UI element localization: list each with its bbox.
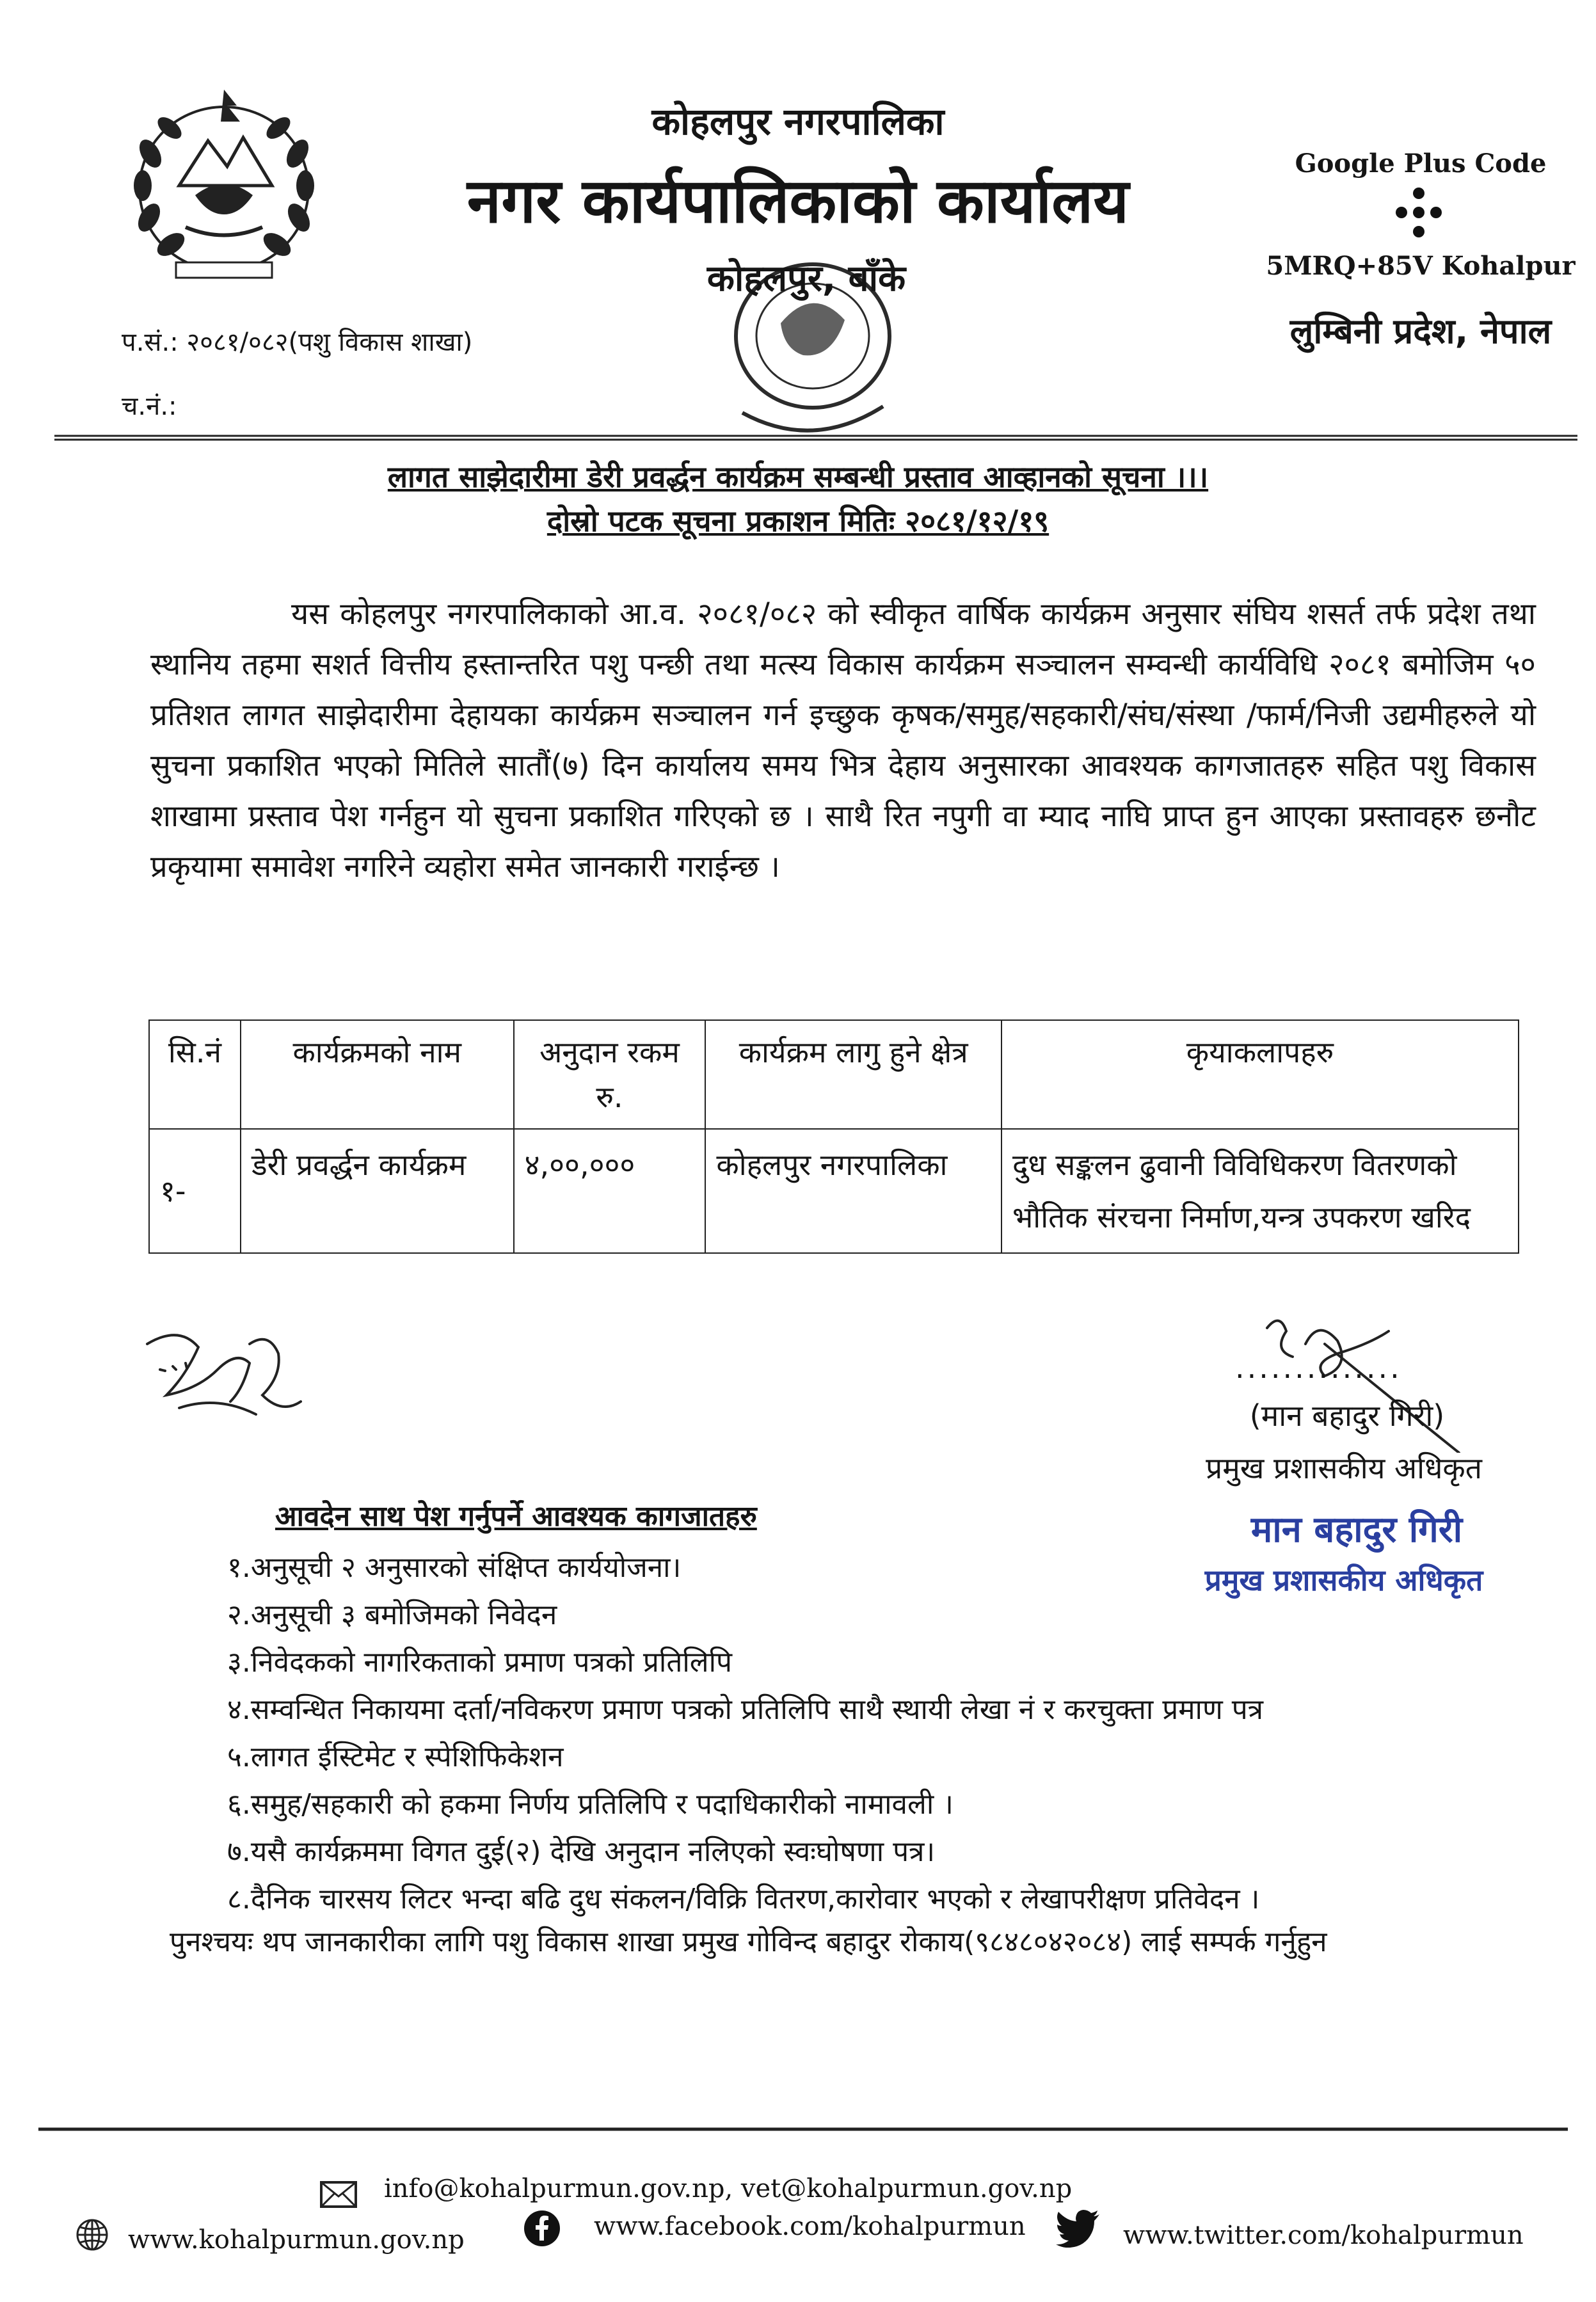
list-item: २.अनुसूची ३ बमोजिमको निवेदन [227, 1599, 557, 1631]
list-item: ८.दैनिक चारसय लिटर भन्दा बढि दुध संकलन/विक्रि वितरण,कारोवार भएको र लेखापरीक्षण प्रतिवेदन । [227, 1883, 1260, 1915]
notice-body: यस कोहलपुर नगरपालिकाको आ.व. २०८१/०८२ को स्वीकृत वार्षिक कार्यक्रम अनुसार संघिय शसर्त तर्फ प्रदेश तथा स्थानिय तहमा सशर्त वित्तीय हस्तान्तरित पशु पन्छी तथा मत्स्य विकास कार्यक्रम सञ्चालन सम्वन्धी कार्यविधि २०८१ बमोजिम ५० प्रतिशत लागत साझेदारीमा देहायका कार्यक्रम सञ्चालन गर्न इच्छुक कृषक/समुह/सहकारी/संघ/संस्था /फार्म/निजी उद्यमीहरुले यो सुचना प्रकाशित भएको मितिले सातौं(७) दिन कार्यालय समय भित्र देहाय अनुसारका आवश्यक कागजातहरु सहित पशु विकास शाखामा प्रस्ताव पेश गर्नहुन यो सुचना प्रकाशित गरिएको छ । साथै रित नपुगी वा म्याद नाघि प्राप्त हुन आएका प्रस्तावहरु छनौट प्रकृयामा समावेश नगरिने व्यहोरा समेत जानकारी गराईन्छ । [150, 596, 1536, 884]
globe-icon [76, 2218, 109, 2251]
officer-name-stamp: मान बहादुर गिरी [1250, 1509, 1463, 1551]
reference-number: प.सं.: २०८१/०८२(पशु विकास शाखा) [122, 328, 473, 357]
notice-title: लागत साझेदारीमा डेरी प्रवर्द्धन कार्यक्रम सम्बन्धी प्रस्ताव आव्हानको सूचना ।।। [387, 460, 1209, 494]
footer-email[interactable]: info@kohalpurmun.gov.np, vet@kohalpurmun.gov.np [384, 2174, 1073, 2203]
plus-code: 5MRQ+85V Kohalpur [1266, 251, 1576, 281]
list-item: ३.निवेदकको नागरिकताको प्रमाण पत्रको प्रतिलिपि [227, 1646, 733, 1679]
facebook-icon [523, 2210, 561, 2247]
footer-divider [38, 2126, 1568, 2132]
office-title: नगर कार्यपालिकाको कार्यालय [467, 165, 1129, 237]
cell-activities: दुध सङ्कलन ढुवानी विविधिकरण वितरणको भौतिक संरचना निर्माण,यन्त्र उपकरण खरिद [1001, 1129, 1519, 1253]
handwritten-signature-left [141, 1318, 307, 1446]
required-documents-heading: आवदेन साथ पेश गर्नुपर्ने आवश्यक कागजातहरु [275, 1500, 757, 1533]
signature-line: .............. [1235, 1350, 1402, 1385]
list-item: ४.सम्वन्धित निकायमा दर्ता/नविकरण प्रमाण पत्रको प्रतिलिपि साथै स्थायी लेखा नं र करचुक्ता प्रमाण पत्र [227, 1693, 1264, 1726]
cell-grant-amount: ४,००,००० [514, 1129, 706, 1253]
header-program-area: कार्यक्रम लागु हुने क्षेत्र [705, 1020, 1001, 1129]
header-activities: कृयाकलापहरु [1001, 1020, 1519, 1129]
list-item: ७.यसै कार्यक्रममा विगत दुई(२) देखि अनुदान नलिएको स्वःघोषणा पत्र। [227, 1835, 936, 1868]
header-serial: सि.नं [149, 1020, 241, 1129]
required-documents-list [227, 1544, 1263, 1923]
officer-title: प्रमुख प्रशासकीय अधिकृत [1206, 1451, 1482, 1485]
header-divider [54, 434, 1577, 442]
cell-serial: १- [149, 1129, 241, 1253]
postscript-note: पुनश्चयः थप जानकारीका लागि पशु विकास शाखा प्रमुख गोविन्द बहादुर रोकाय(९८४८०४२०८४) लाई सम्पर्क गर्नुहुन [170, 1926, 1327, 1958]
plus-code-icon [1390, 186, 1448, 243]
list-item: ६.समुह/सहकारी को हकमा निर्णय प्रतिलिपि र पदाधिकारीको नामावली । [227, 1788, 954, 1821]
twitter-icon [1055, 2209, 1101, 2248]
email-icon [320, 2181, 357, 2208]
header-program-name: कार्यक्रमको नाम [241, 1020, 514, 1129]
officer-title-stamp: प्रमुख प्रशासकीय अधिकृत [1204, 1563, 1483, 1597]
footer-website[interactable]: www.kohalpurmun.gov.np [128, 2225, 465, 2255]
plus-code-label: Google Plus Code [1295, 148, 1547, 179]
dispatch-number: च.नं.: [122, 392, 177, 421]
table-row [149, 1129, 1519, 1253]
officer-name: (मान बहादुर गिरी) [1249, 1398, 1445, 1433]
program-table [148, 1019, 1519, 1254]
footer-facebook[interactable]: www.facebook.com/kohalpurmun [594, 2212, 1026, 2241]
municipality-name: कोहलपुर नगरपालिका [651, 100, 945, 143]
list-item: १.अनुसूची २ अनुसारको संक्षिप्त कार्ययोजना। [227, 1551, 682, 1584]
header-grant-amount: अनुदान रकम रु. [514, 1020, 706, 1129]
province-address: लुम्बिनी प्रदेश, नेपाल [1289, 311, 1552, 351]
footer-twitter[interactable]: www.twitter.com/kohalpurmun [1123, 2221, 1524, 2250]
cell-program-area: कोहलपुर नगरपालिका [705, 1129, 1001, 1253]
publish-date: दोस्रो पटक सूचना प्रकाशन मितिः २०८१/१२/१९ [547, 504, 1049, 538]
office-location: कोहलपुर, बाँके [706, 258, 906, 300]
list-item: ५.लागत ईस्टिमेट र स्पेशिफिकेशन [227, 1741, 564, 1773]
table-header-row [149, 1020, 1519, 1129]
cell-program-name: डेरी प्रवर्द्धन कार्यक्रम [241, 1129, 514, 1253]
